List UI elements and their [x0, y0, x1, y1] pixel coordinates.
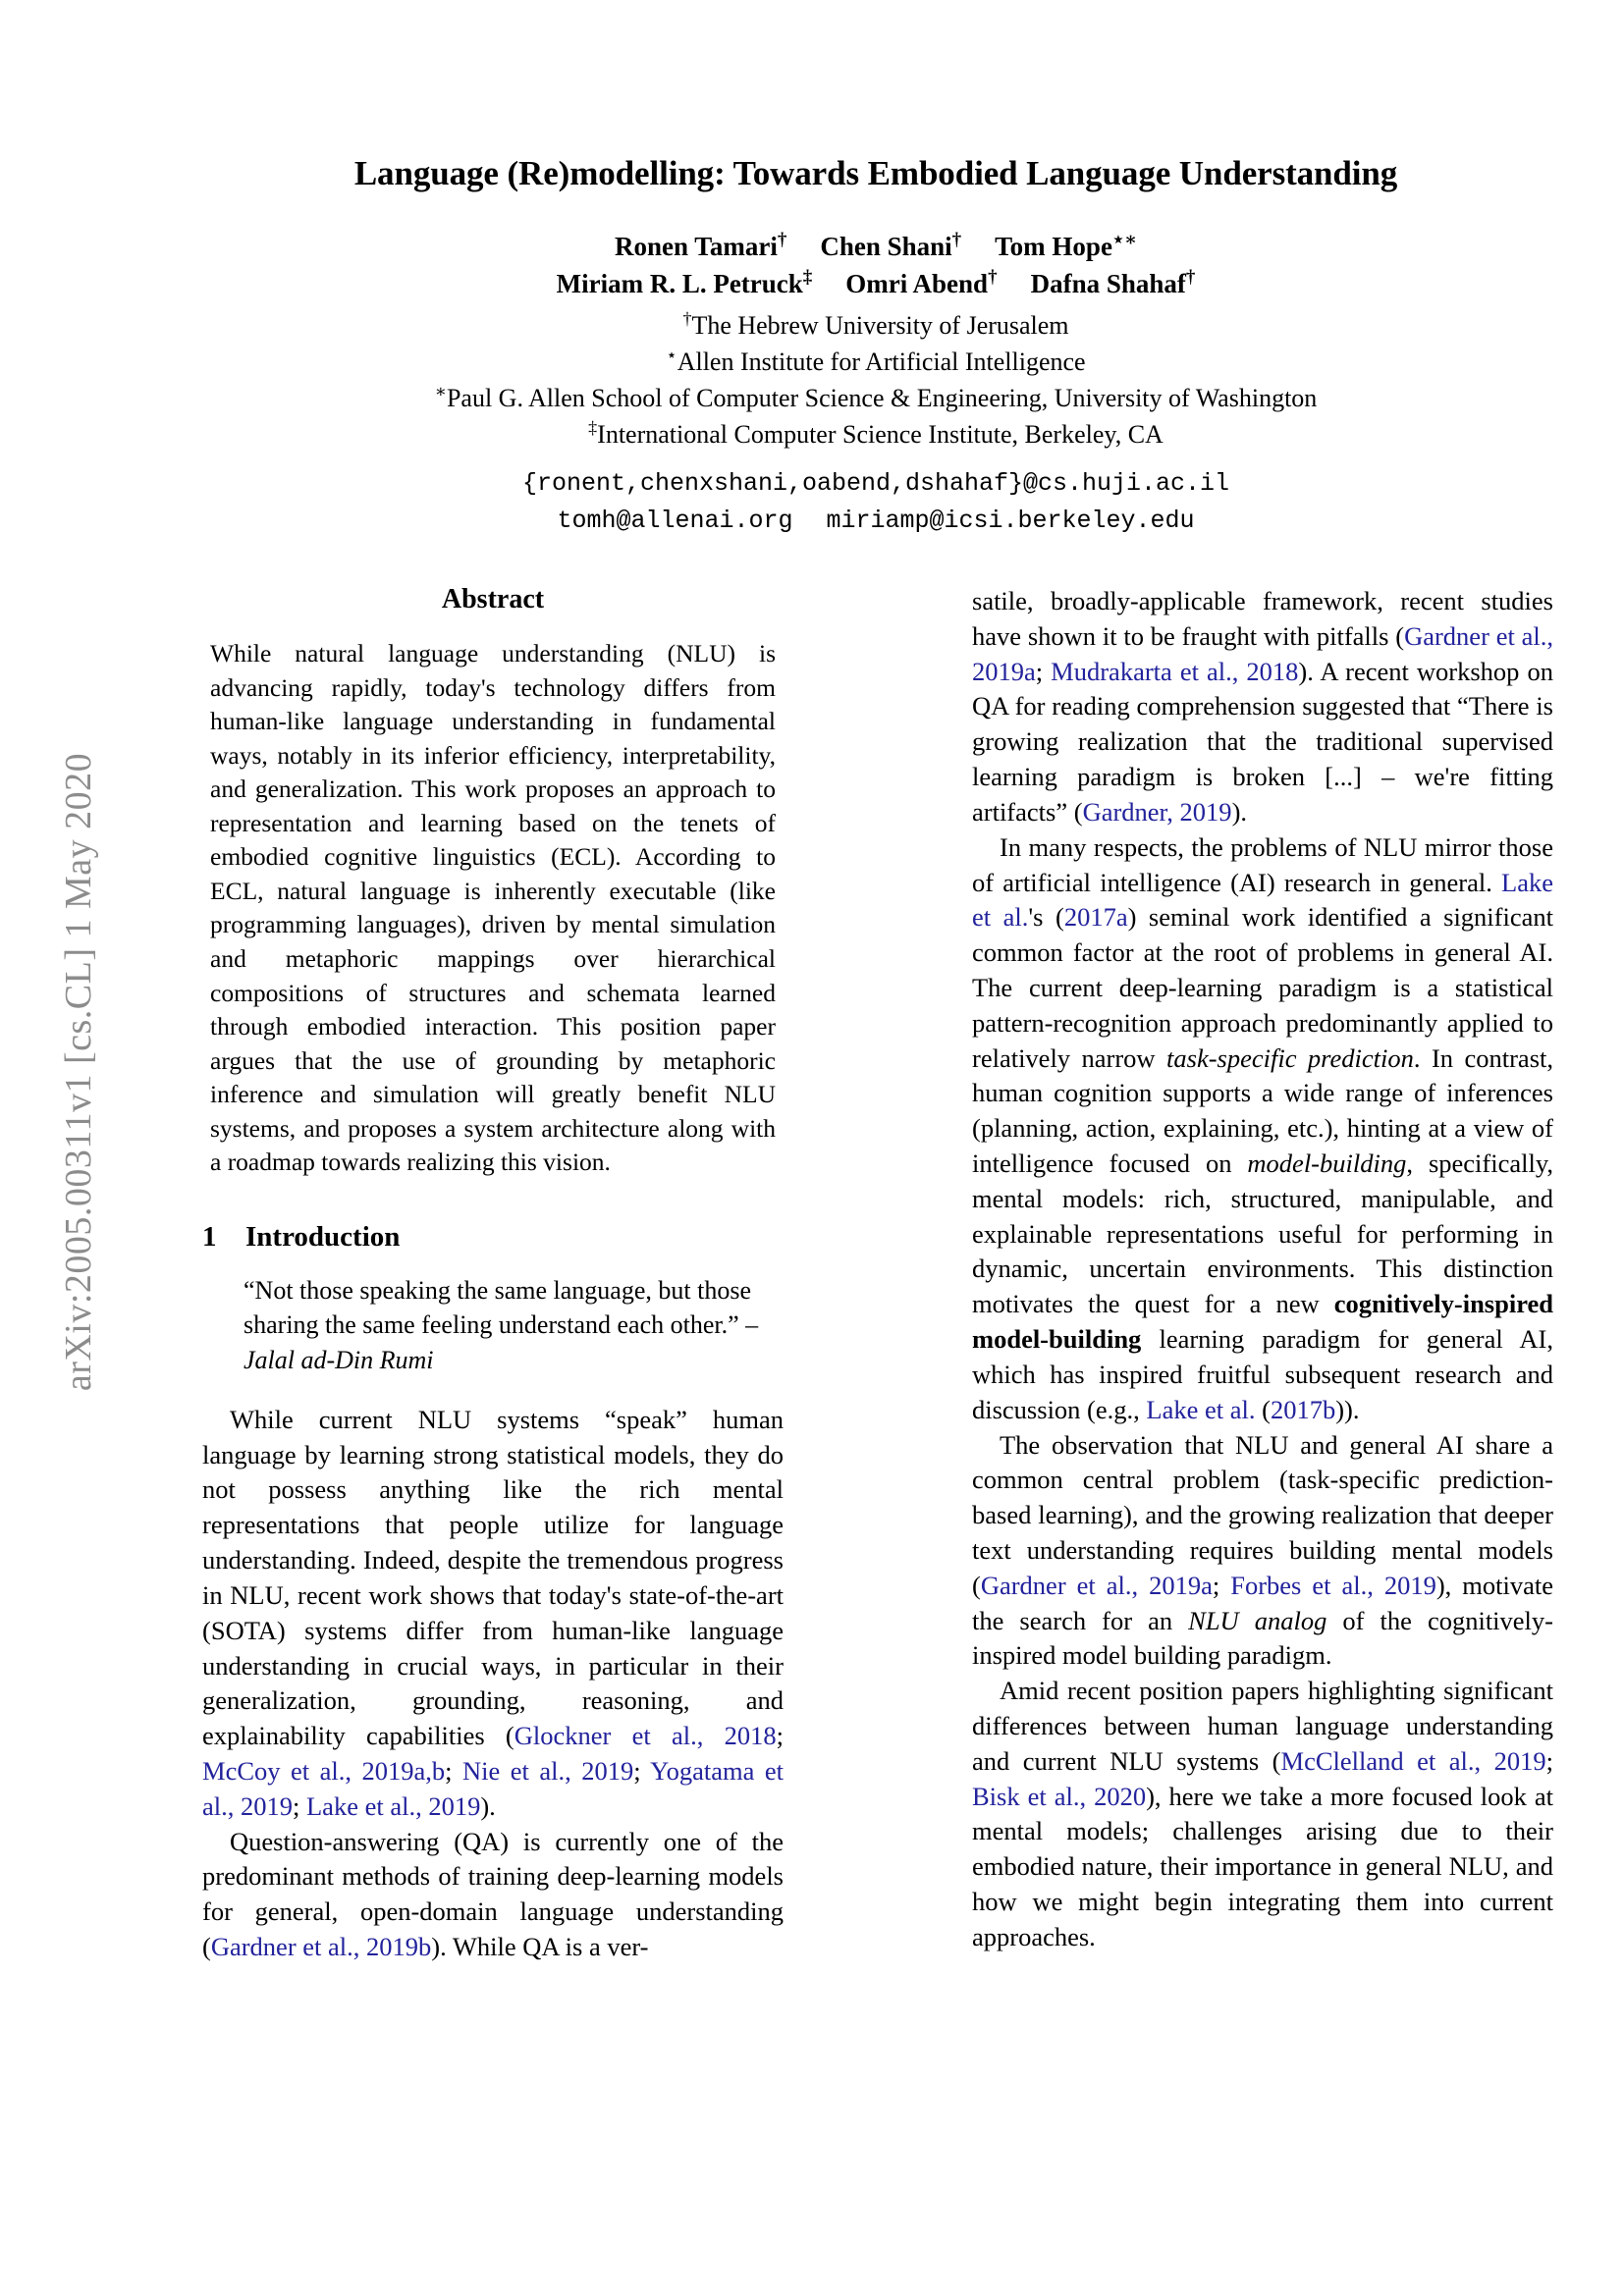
- affiliation-hebrew-university: †The Hebrew University of Jerusalem: [682, 308, 1069, 341]
- author-mark: †: [951, 229, 962, 250]
- emphasis-text: model-building: [1247, 1148, 1407, 1179]
- author-mark: ‡: [802, 267, 813, 289]
- page-title: Language (Re)modelling: Towards Embodied Language Understanding: [353, 154, 1398, 192]
- author-miriam-petruck: Miriam R. L. Petruck‡: [556, 267, 813, 299]
- author-dafna-shahaf: Dafna Shahaf†: [1030, 267, 1196, 299]
- citation-link[interactable]: 2017b: [1270, 1394, 1336, 1424]
- email-miriamp: miriamp@icsi.berkeley.edu: [826, 506, 1195, 535]
- affiliation-mark: ∗: [434, 381, 447, 401]
- paragraph-text: ). While QA is a ver-: [431, 1932, 649, 1962]
- paragraph-text: ), motivate the search for an: [972, 1570, 1553, 1635]
- author-mark: ⋆∗: [1111, 229, 1137, 250]
- affiliation-mark: ‡: [588, 417, 598, 438]
- emphasis-text: task-specific prediction: [1166, 1042, 1414, 1073]
- paragraph-text: ;: [445, 1755, 462, 1786]
- affiliation-allen-institute: ⋆Allen Institute for Artificial Intelligence: [666, 345, 1086, 377]
- author-mark: †: [988, 267, 998, 289]
- paragraph-text: ) seminal work identified a significant common factor at the root of problems in general AI. The current deep-learning paradigm is a statistical pattern-recognition approach predominantly applied to relatively narrow: [972, 902, 1553, 1073]
- par-the-observation: [972, 1428, 1553, 1675]
- citation-link[interactable]: Lake et al.: [972, 867, 1553, 933]
- section-title: Introduction: [245, 1220, 401, 1253]
- right-column: [972, 584, 1553, 1965]
- paragraph-text: Amid recent position papers highlighting significant differences between human language understanding and current NLU systems (: [972, 1676, 1553, 1776]
- paragraph-text: Question-answering (QA) is currently one of the predominant methods of training deep-learning models for general, open-domain language understanding (: [202, 1826, 784, 1962]
- paragraph-text: ).: [1231, 796, 1248, 827]
- citation-link[interactable]: Lake et al.: [1146, 1394, 1256, 1424]
- author-row-2: [128, 265, 1624, 302]
- author-chen-shani: Chen Shani†: [820, 229, 962, 261]
- email-tomh: tomh@allenai.org: [557, 506, 793, 535]
- author-omri-abend: Omri Abend†: [845, 267, 998, 299]
- email-line-huji: {ronent,chenxshani,oabend,dshahaf}@cs.huji.ac.il: [521, 469, 1230, 499]
- paragraph-text: )).: [1335, 1394, 1360, 1424]
- arxiv-stamp: [0, 0, 128, 2296]
- affiliation-uw: ∗Paul G. Allen School of Computer Science & Engineering, University of Washington: [434, 381, 1318, 413]
- paragraph-text: satile, broadly-applicable framework, recent studies have shown it to be fraught with pitfalls (: [972, 586, 1553, 651]
- abstract-body: While natural language understanding (NLU) is advancing rapidly, today's technology differs from human-like language understanding in fundamental ways, notably in its inferior efficiency, interpretability, and generalization. This work proposes an approach to representation and learning based on the tenets of embodied cognitive linguistics (ECL). According to ECL, natural language is inherently executable (like programming languages), driven by mental simulation and metaphoric mappings over hierarchical compositions of structures and schemata learned through embodied interaction. This position paper argues that the use of grounding by metaphoric inference and simulation will greatly benefit NLU systems, and proposes a system architecture along with a roadmap towards realizing this vision.: [210, 639, 776, 1177]
- citation-link[interactable]: McClelland et al., 2019: [1280, 1745, 1546, 1776]
- citation-link[interactable]: Mudrakarta et al., 2018: [1051, 656, 1299, 686]
- paragraph-text: (: [1255, 1394, 1271, 1424]
- paragraph-text: In many respects, the problems of NLU mirror those of artificial intelligence (AI) research in general.: [972, 831, 1553, 897]
- citation-link[interactable]: Bisk et al., 2020: [972, 1781, 1147, 1811]
- author-ronen-tamari: Ronen Tamari†: [615, 229, 787, 261]
- paragraph-text: ;: [1545, 1745, 1553, 1776]
- emphasis-text: NLU analog: [1188, 1605, 1327, 1635]
- citation-link[interactable]: Gardner, 2019: [1082, 796, 1232, 827]
- paragraph-text: of the cognitively-inspired model building paradigm.: [972, 1605, 1553, 1671]
- paragraph-text: 's (: [1028, 902, 1064, 933]
- citation-link[interactable]: Glockner et al., 2018: [514, 1721, 777, 1751]
- citation-link[interactable]: Nie et al., 2019: [461, 1755, 634, 1786]
- bold-term: cognitively-inspired model-building: [972, 1289, 1553, 1355]
- author-row-1: [128, 228, 1624, 265]
- epigraph-attribution: Jalal ad-Din Rumi: [244, 1345, 434, 1374]
- citation-link[interactable]: 2017a: [1063, 902, 1128, 933]
- paper-page: [128, 0, 1624, 2296]
- citation-link[interactable]: Gardner et al., 2019a: [980, 1570, 1213, 1600]
- paragraph-text: ;: [1212, 1570, 1231, 1600]
- email-line-secondary: [128, 503, 1624, 540]
- paper-header: [128, 0, 1624, 539]
- citation-link[interactable]: Gardner et al., 2019b: [210, 1932, 432, 1962]
- citation-link[interactable]: McCoy et al., 2019a,b: [202, 1755, 446, 1786]
- affiliation-mark: ⋆: [666, 345, 677, 365]
- affiliation-icsi: ‡International Computer Science Institute, Berkeley, CA: [588, 417, 1164, 450]
- author-mark: †: [1185, 267, 1196, 289]
- par-amid-recent: [972, 1674, 1553, 1955]
- citation-link[interactable]: Gardner et al., 2019a: [972, 620, 1553, 686]
- paragraph-text: , specifically, mental models: rich, structured, manipulable, and explainable representations useful for performing in dynamic, uncertain environments. This distinction motivates the quest for a new: [972, 1148, 1553, 1319]
- citation-link[interactable]: Forbes et al., 2019: [1230, 1570, 1436, 1600]
- arxiv-stamp-text: arXiv:2005.00311v1 [cs.CL] 1 May 2020: [58, 752, 99, 1392]
- citation-link[interactable]: Yogatama et al., 2019: [202, 1755, 784, 1821]
- right-column-paragraphs: [972, 584, 1553, 1955]
- par-in-many-respects: [972, 830, 1553, 1428]
- paragraph-text: ), here we take a more focused look at mental models; challenges arising due to their embodied nature, their importance in general NLU, and how we might begin integrating them into current approaches.: [972, 1781, 1553, 1951]
- section-number: 1: [202, 1220, 217, 1253]
- epigraph-text: “Not those speaking the same language, but those sharing the same feeling understand each other.” –: [244, 1275, 759, 1340]
- left-column-paragraphs: [202, 1403, 784, 1965]
- paragraph-text: . In contrast, human cognition supports a wide range of inferences (planning, action, explaining, etc.), hinting at a view of intelligence focused on: [972, 1042, 1553, 1179]
- paragraph-text: ;: [776, 1721, 784, 1751]
- par-while-current: [202, 1403, 784, 1825]
- citation-link[interactable]: Lake et al., 2019: [306, 1790, 481, 1821]
- paragraph-text: ;: [293, 1790, 306, 1821]
- par-question-answering: [202, 1825, 784, 1965]
- author-mark: †: [777, 229, 787, 250]
- paragraph-text: ). A recent workshop on QA for reading comprehension suggested that “There is growing realization that the traditional supervised learning paradigm is broken [...] – we're fitting artifacts” (: [972, 656, 1553, 827]
- author-tom-hope: Tom Hope⋆∗: [995, 229, 1137, 261]
- paragraph-text: ;: [633, 1755, 651, 1786]
- section-heading-introduction: [202, 1221, 784, 1254]
- paragraph-text: The observation that NLU and general AI share a common central problem (task-specific prediction-based learning), and the growing realization that deeper text understanding requires building mental models (: [972, 1429, 1553, 1600]
- paragraph-text: learning paradigm for general AI, which has inspired fruitful subsequent research and discussion (e.g.,: [972, 1324, 1553, 1424]
- paragraph-text: ).: [480, 1790, 496, 1821]
- par-satile-broadly: [972, 584, 1553, 830]
- two-column-body: [128, 584, 1624, 1965]
- abstract-heading: Abstract: [441, 584, 545, 615]
- paragraph-text: ;: [1035, 656, 1052, 686]
- left-column: [202, 584, 784, 1965]
- paragraph-text: While current NLU systems “speak” human language by learning strong statistical models, they do not possess anything like the rich mental representations that people utilize for language understanding. Indeed, despite the tremendous progress in NLU, recent work shows that today's state-of-the-art (SOTA) systems differ from human-like language understanding in crucial ways, in particular in their generalization, grounding, reasoning, and explainability capabilities (: [202, 1404, 784, 1751]
- affiliation-mark: †: [682, 308, 692, 329]
- epigraph-quote: [244, 1273, 784, 1377]
